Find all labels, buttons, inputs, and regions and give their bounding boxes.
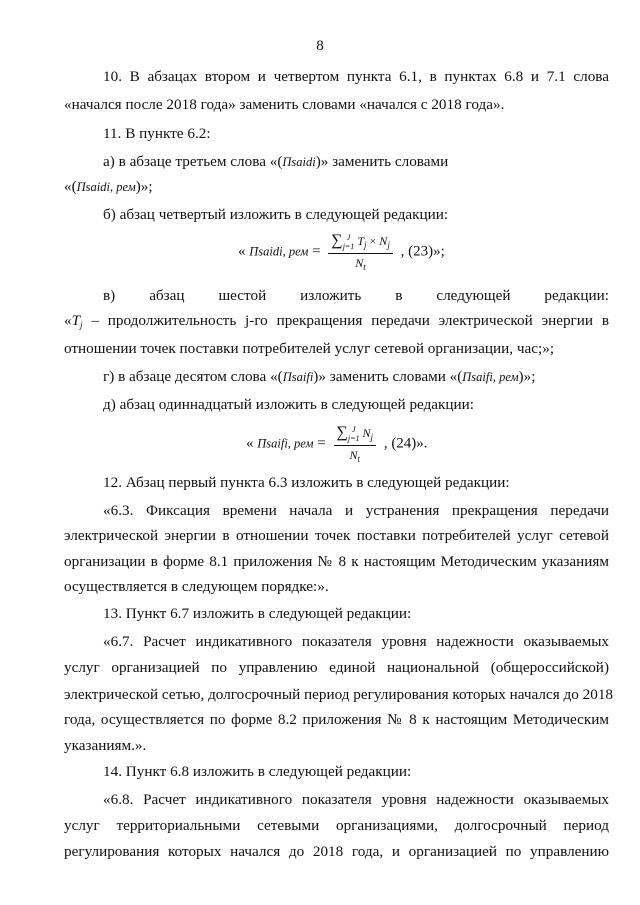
formula-23-times: × — [369, 234, 377, 248]
formula-23-t-sub: j — [364, 240, 367, 250]
formula-23-fraction — [328, 232, 393, 272]
var-tj-sub: j — [80, 320, 83, 330]
formula-24-sum-bottom: j=1 — [347, 434, 360, 444]
paragraph-10-line-1: 10. В абзацах втором и четвертом пункта 6.1, в пунктах 6.8 и 7.1 слова — [103, 68, 609, 85]
item-v-text-2: – продолжительность j-го прекращения передачи электрической энергии в — [82, 312, 609, 329]
paragraph-14-heading: 14. Пункт 6.8 изложить в следующей редакции: — [103, 763, 412, 780]
item-v-text-1: « — [64, 312, 72, 329]
paragraph-14-line-1: «6.8. Расчет индикативного показателя уровня надежности оказываемых — [103, 791, 609, 808]
formula-24-sum-top: J — [351, 425, 356, 435]
item-a-text-2: )» заменить словами — [315, 153, 449, 170]
item-a-line-1 — [103, 153, 609, 171]
item-b-line: б) абзац четвертый изложить в следующей редакции: — [103, 206, 449, 223]
formula-24-n: N — [362, 426, 371, 440]
formula-23-n: N — [379, 234, 388, 248]
formula-24-denominator — [334, 446, 377, 464]
formula-23-lhs: Пsaidi, рем — [249, 244, 309, 259]
formula-23-den-n: N — [355, 256, 364, 271]
var-tj: T — [71, 312, 81, 329]
formula-23-sum-top: J — [346, 233, 351, 243]
formula-24 — [246, 424, 428, 464]
item-v-line-1: в) абзац шестой изложить в следующей редакции: — [103, 287, 609, 304]
formula-24-lhs: Пsaifi, рем — [257, 436, 314, 451]
item-v-line-3: отношении точек поставки потребителей услуг сетевой организации, час;»; — [64, 340, 555, 357]
formula-23-den-sub: t — [363, 262, 366, 273]
formula-24-fraction — [334, 424, 377, 464]
paragraph-11-heading: 11. В пункте 6.2: — [103, 125, 211, 142]
paragraph-12-line-2: электрической энергии в отношении точек поставки потребителей услуг сетевой — [64, 527, 609, 544]
formula-23-numerator — [328, 232, 393, 254]
formula-24-n-sub: j — [370, 432, 374, 442]
paragraph-13-line-4: года, осуществляется по форме 8.2 приложения № 8 к настоящим Методическим — [64, 711, 609, 728]
formula-23-eq: = — [312, 243, 321, 260]
item-g-text-1: г) в абзаце десятом слова «( — [103, 368, 283, 385]
formula-24-prefix: « — [246, 435, 254, 452]
paragraph-12-line-4: осуществляется в следующем порядке:». — [64, 578, 329, 595]
item-g-line — [103, 368, 609, 386]
var-psaifi: Пsaifi — [282, 370, 314, 384]
item-g-text-2: )» заменить словами «( — [313, 368, 463, 385]
paragraph-14-line-2: услуг территориальными сетевыми организациями, долгосрочный период — [64, 817, 609, 834]
formula-24-eq: = — [317, 435, 326, 452]
paragraph-12-heading: 12. Абзац первый пункта 6.3 изложить в следующей редакции: — [103, 474, 510, 491]
paragraph-13-line-3: электрической сетью, долгосрочный период регулирования которых начался до 2018 — [64, 686, 614, 703]
var-psaidi: Пsaidi — [282, 155, 316, 169]
var-psaifi-rem: Пsaifi, рем — [462, 370, 519, 384]
paragraph-13-line-5: указаниям.». — [64, 737, 147, 754]
item-g-text-3: )»; — [518, 368, 536, 385]
formula-23-t: T — [357, 234, 364, 248]
formula-24-suffix: , (24)». — [383, 435, 428, 452]
formula-24-den-sub: t — [357, 454, 361, 465]
item-a-line-2 — [64, 178, 609, 196]
item-d-line: д) абзац одиннадцатый изложить в следующей редакции: — [103, 396, 475, 413]
item-a-text-3: «( — [64, 178, 77, 195]
paragraph-13-line-1: «6.7. Расчет индикативного показателя уровня надежности оказываемых — [103, 633, 609, 650]
formula-23-sum-sign: ∑ — [331, 232, 343, 249]
formula-23 — [238, 232, 445, 272]
item-a-text-4: )»; — [135, 178, 153, 195]
formula-23-prefix: « — [238, 243, 246, 260]
paragraph-14-line-3: регулирования которых начался до 2018 года, и организацией по управлению — [64, 843, 609, 860]
paragraph-13-heading: 13. Пункт 6.7 изложить в следующей редакции: — [103, 605, 412, 622]
formula-24-den-n: N — [349, 448, 358, 463]
item-a-text-1: а) в абзаце третьем слова «( — [103, 153, 283, 170]
var-psaidi-rem: Пsaidi, рем — [76, 180, 136, 194]
formula-23-sum-bottom: j=1 — [342, 242, 355, 252]
formula-24-sum-sign: ∑ — [336, 424, 348, 441]
formula-23-suffix: , (23)»; — [400, 243, 445, 260]
paragraph-10-line-2: «начался после 2018 года» заменить словами «начался с 2018 года». — [64, 96, 505, 113]
item-v-line-2 — [64, 312, 609, 334]
formula-24-numerator — [334, 424, 377, 446]
paragraph-13-line-2: услуг организацией по управлению единой национальной (общероссийской) — [64, 659, 609, 676]
formula-23-n-sub: j — [387, 240, 390, 250]
paragraph-12-line-1: «6.3. Фиксация времени начала и устранения прекращения передачи — [103, 502, 609, 519]
paragraph-12-line-3: организации в форме 8.1 приложения № 8 к настоящим Методическим указаниям — [64, 553, 609, 570]
formula-23-denominator — [328, 254, 393, 272]
page-number: 8 — [316, 38, 324, 54]
